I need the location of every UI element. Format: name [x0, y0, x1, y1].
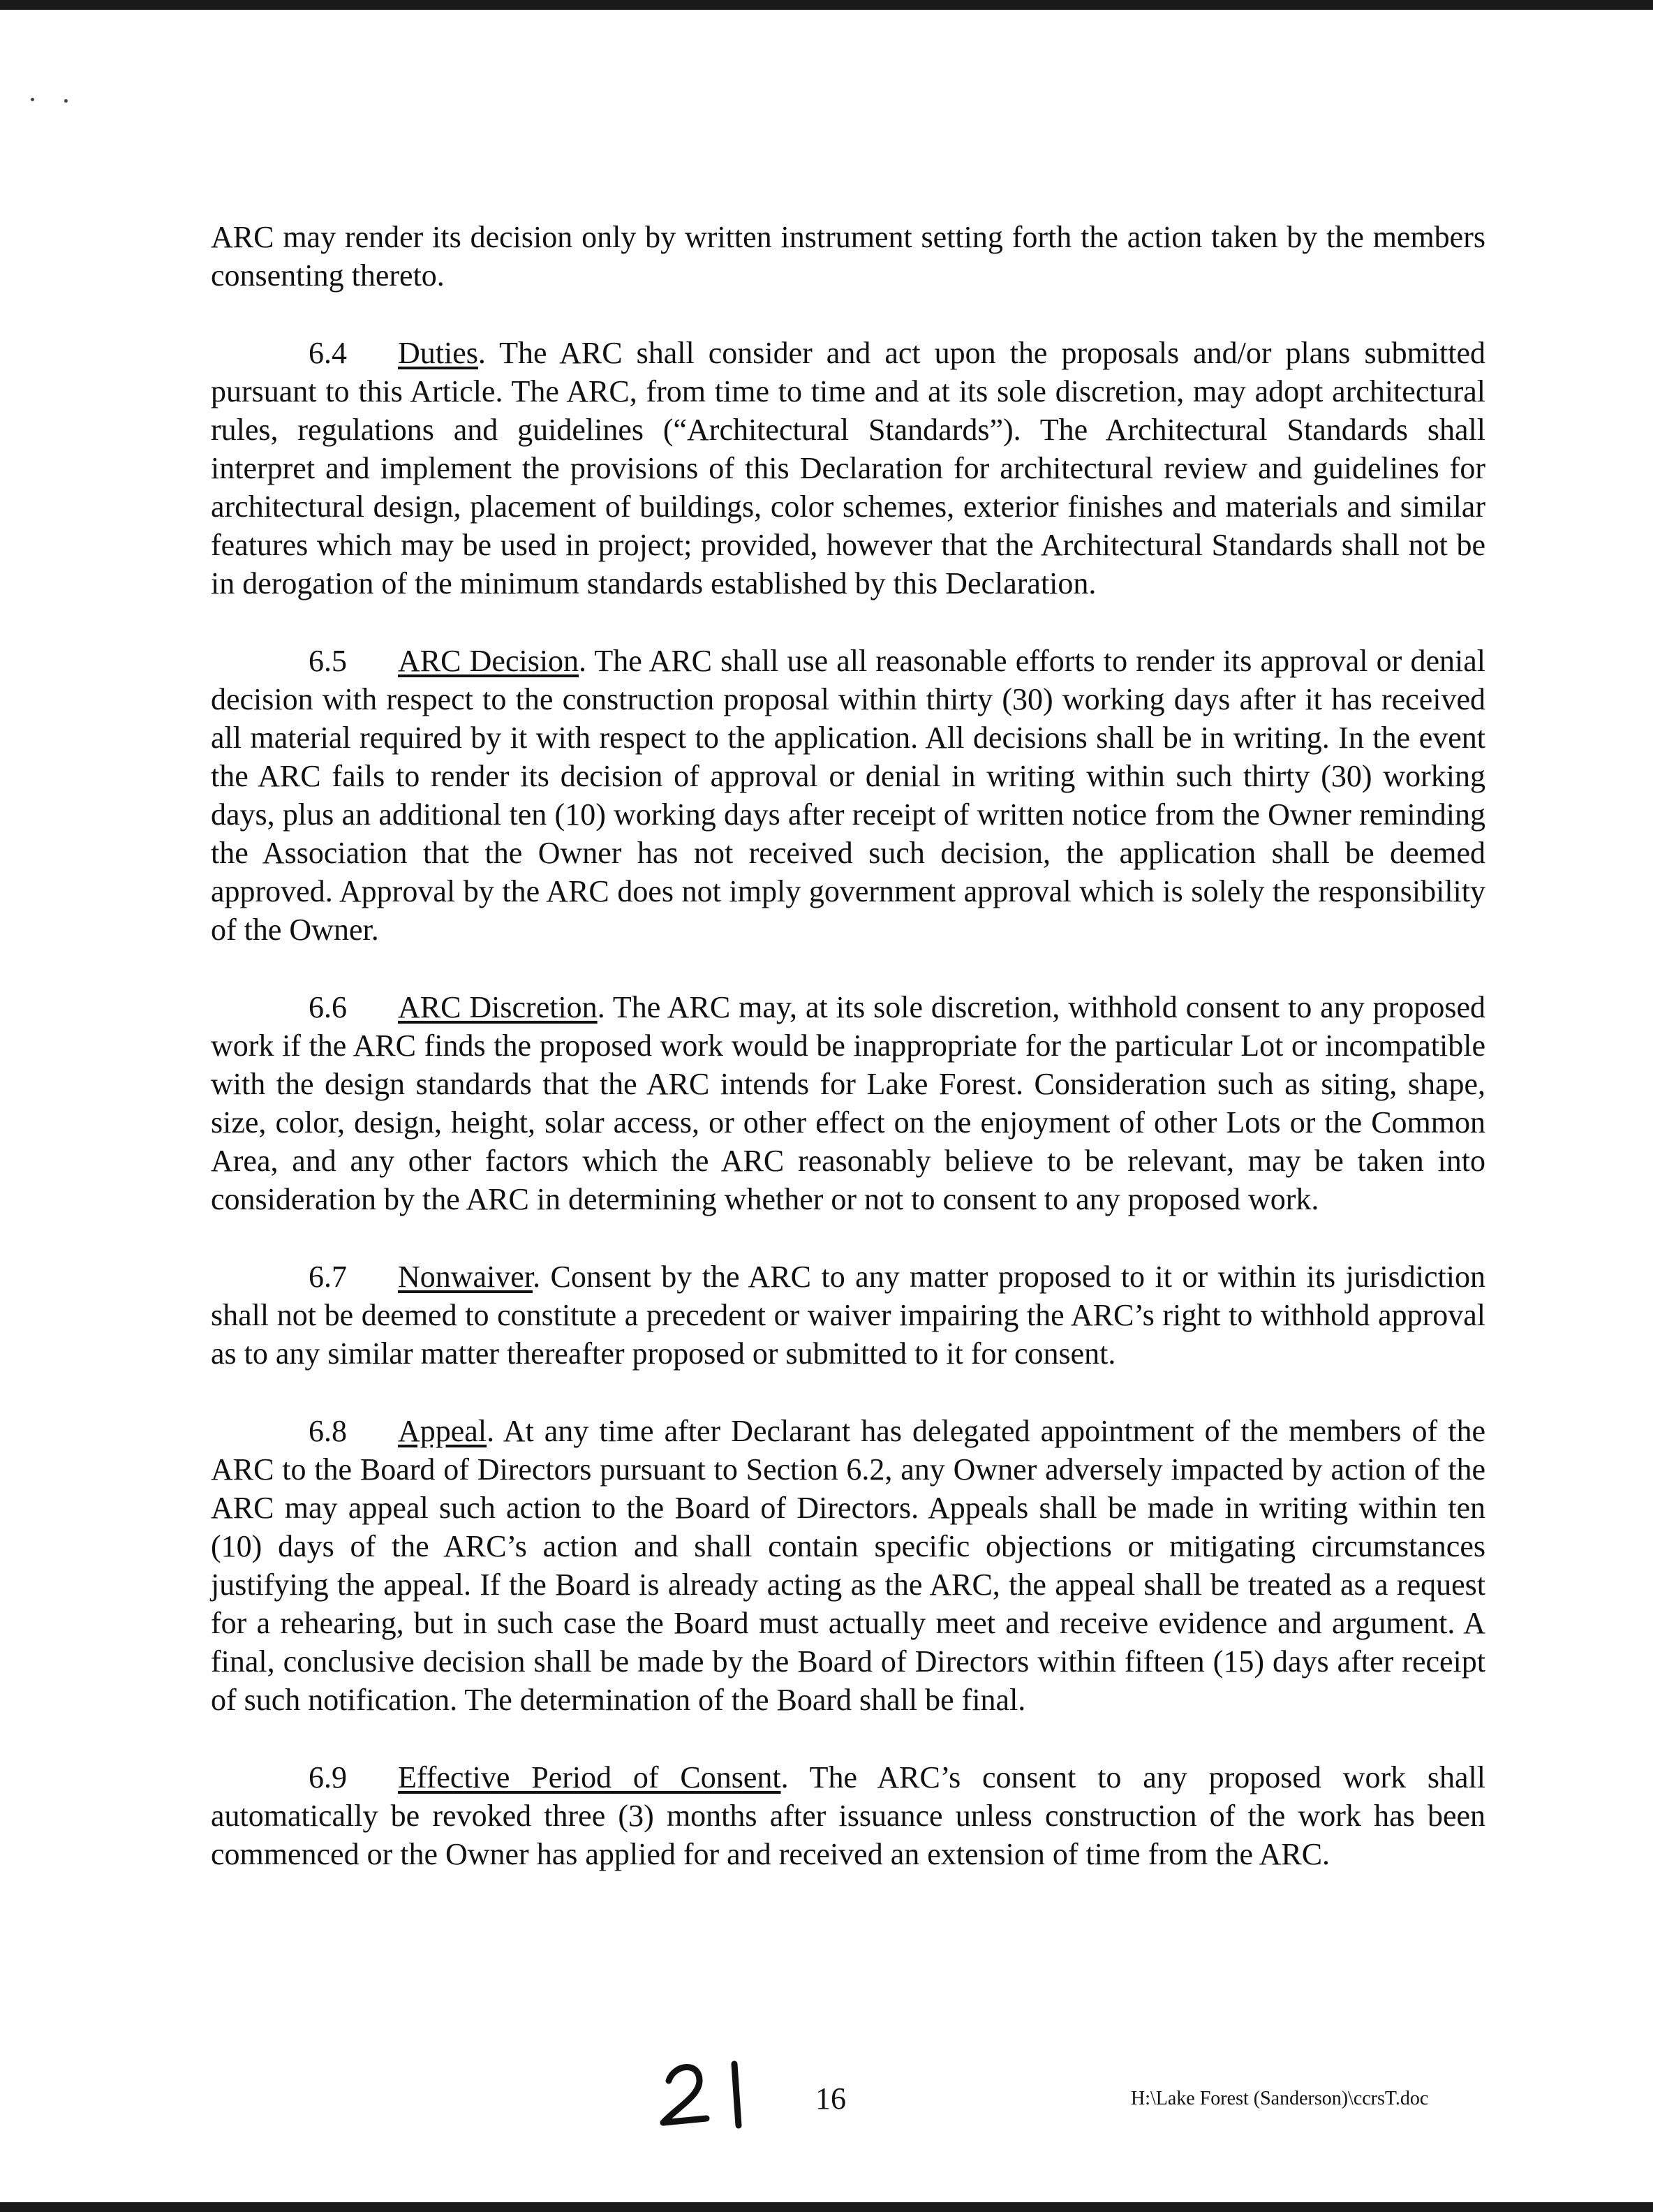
section-heading: ARC Decision	[398, 644, 579, 678]
section-6-9	[211, 1758, 1485, 1873]
section-6-4	[211, 334, 1485, 603]
section-number: 6.7	[309, 1260, 347, 1294]
section-number: 6.8	[309, 1414, 347, 1448]
scan-speck	[31, 98, 34, 101]
section-6-6	[211, 988, 1485, 1218]
section-heading: Appeal	[398, 1414, 487, 1448]
opening-paragraph: ARC may render its decision only by written instrument setting forth the action taken by the members consenting thereto.	[211, 220, 1485, 293]
section-heading: Duties	[398, 336, 478, 370]
document-body	[211, 218, 1485, 1873]
section-text: . The ARC’s consent to any proposed work shall automatically be revoked three (3) months after issuance unless construction of the work has been commenced or the Owner has applied for and received an extension of time from the ARC.	[211, 1760, 1485, 1871]
section-6-5	[211, 642, 1485, 949]
section-number: 6.9	[309, 1760, 347, 1794]
section-number: 6.4	[309, 336, 347, 370]
scan-border-top	[0, 0, 1653, 10]
section-text: . The ARC may, at its sole discretion, withhold consent to any proposed work if the ARC finds the proposed work would be inappropriate for the particular Lot or incompatible with the design standards that the ARC intends for Lake Forest. Consideration such as siting, shape, size, color, design, height, solar access, or other effect on the enjoyment of other Lots or the Common Area, and any other factors which the ARC reasonably believe to be relevant, may be taken into consideration by the ARC in determining whether or not to consent to any proposed work.	[211, 990, 1485, 1216]
section-6-8	[211, 1412, 1485, 1719]
section-text: . Consent by the ARC to any matter proposed to it or within its jurisdiction shall not be deemed to constitute a precedent or waiver impairing the ARC’s right to withhold approval as to any similar matter thereafter proposed or submitted to it for consent.	[211, 1260, 1485, 1371]
handwritten-page-number	[656, 2060, 757, 2130]
file-path: H:\Lake Forest (Sanderson)\ccrsT.doc	[1131, 2088, 1429, 2109]
page-number: 16	[815, 2081, 846, 2116]
section-number: 6.5	[309, 644, 347, 678]
scan-border-bottom	[0, 2202, 1653, 2212]
section-heading: ARC Discretion	[398, 990, 598, 1024]
section-text: . The ARC shall use all reasonable efforts to render its approval or denial decision with respect to the construction proposal within thirty (30) working days after it has received all material required by it with respect to the application. All decisions shall be in writing. In the event the ARC fails to render its decision of approval or denial in writing within such thirty (30) working days, plus an additional ten (10) working days after receipt of written notice from the Owner reminding the Association that the Owner has not received such decision, the application shall be deemed approved. Approval by the ARC does not imply government approval which is solely the responsibility of the Owner.	[211, 644, 1485, 947]
section-text: . At any time after Declarant has delegated appointment of the members of the ARC to the Board of Directors pursuant to Section 6.2, any Owner adversely impacted by action of the ARC may appeal such action to the Board of Directors. Appeals shall be made in writing within ten (10) days of the ARC’s action and shall contain specific objections or mitigating circumstances justifying the appeal. If the Board is already acting as the ARC, the appeal shall be treated as a request for a rehearing, but in such case the Board must actually meet and receive evidence and argument. A final, conclusive decision shall be made by the Board of Directors within fifteen (15) days after receipt of such notification. The determination of the Board shall be final.	[211, 1414, 1485, 1717]
section-6-7	[211, 1258, 1485, 1373]
scan-speck	[64, 99, 68, 103]
section-heading: Nonwaiver	[398, 1260, 533, 1294]
section-number: 6.6	[309, 990, 347, 1024]
section-heading: Effective Period of Consent	[398, 1760, 781, 1794]
page-footer	[0, 2060, 1653, 2137]
section-text: . The ARC shall consider and act upon the proposals and/or plans submitted pursuant to this Article. The ARC, from time to time and at its sole discretion, may adopt architectural rules, regulations and guidelines (“Architectural Standards”). The Architectural Standards shall interpret and implement the provisions of this Declaration for architectural review and guidelines for architectural design, placement of buildings, color schemes, exterior finishes and materials and similar features which may be used in project; provided, however that the Architectural Standards shall not be in derogation of the minimum standards established by this Declaration.	[211, 336, 1485, 600]
